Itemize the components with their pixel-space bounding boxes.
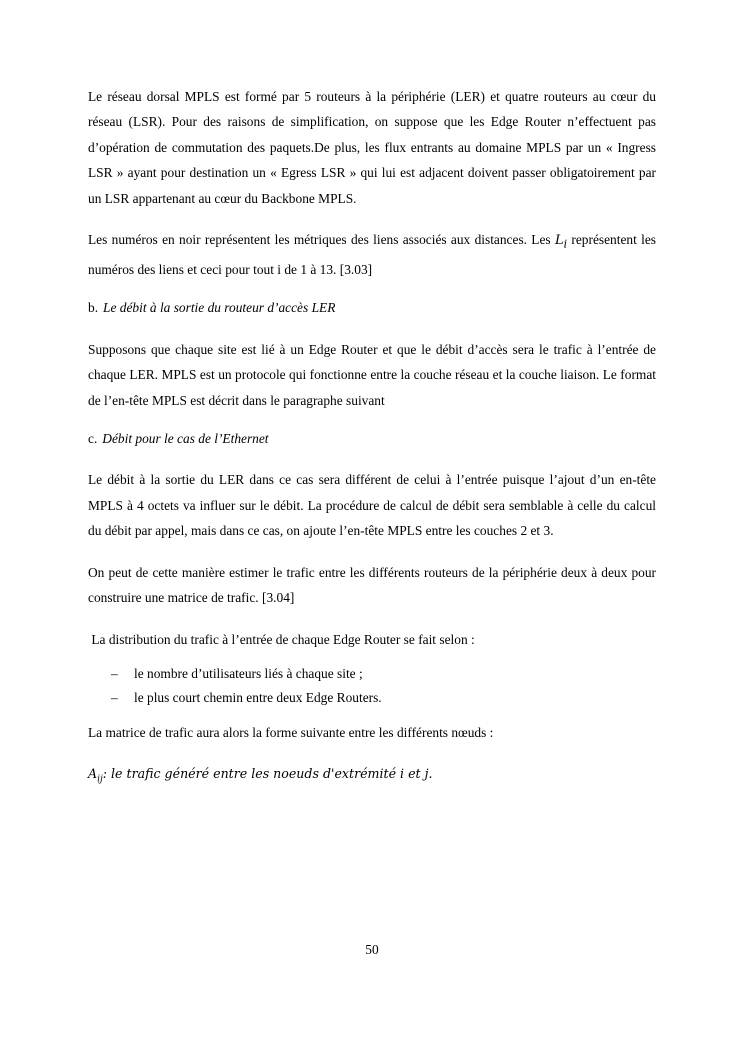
formula-text: : le trafic généré entre les noeuds d'extrémité i et j. xyxy=(102,766,433,782)
list-item-text: le plus court chemin entre deux Edge Routers. xyxy=(134,689,382,705)
paragraph-link-metrics-start: Les numéros en noir représentent les métriques des liens associés aux distances. Les xyxy=(88,232,555,248)
paragraph-link-metrics-end: représentent les numéros des liens et ceci pour tout i de 1 à 13. [3.03] xyxy=(88,232,657,278)
paragraph-link-metrics xyxy=(88,227,656,282)
list-item xyxy=(111,662,656,686)
document-body xyxy=(88,84,656,793)
list-item xyxy=(111,686,656,710)
section-heading-b-label: b. xyxy=(88,300,99,316)
section-heading-b xyxy=(88,295,656,320)
section-heading-c-label: c. xyxy=(88,431,98,447)
section-heading-c-title: Débit pour le cas de l’Ethernet xyxy=(102,431,269,447)
paragraph-ethernet-rate: Le débit à la sortie du LER dans ce cas sera différent de celui à l’entrée puisque l’ajout d’un en-tête MPLS à 4 octets va influer sur le débit. La procédure de calcul de débit sera semblable à celle du calcul du débit par appel, mais dans ce cas, on ajoute l’en-tête MPLS entre les couches 2 et 3. xyxy=(88,472,656,539)
math-link-subscript: i xyxy=(563,237,568,251)
list-item-text: le nombre d’utilisateurs liés à chaque site ; xyxy=(134,665,363,681)
paragraph-matrix-form: La matrice de trafic aura alors la forme suivante entre les différents nœuds : xyxy=(88,724,494,740)
page-number: 50 xyxy=(365,942,379,957)
math-link-letter: L xyxy=(554,233,564,249)
list-bullet: – xyxy=(111,689,118,705)
list-bullet: – xyxy=(111,665,118,681)
formula-subscript: ij xyxy=(97,774,103,785)
criteria-list xyxy=(88,662,656,710)
paragraph-traffic-matrix: On peut de cette manière estimer le trafic entre les différents routeurs de la périphérie deux à deux pour construire une matrice de trafic. [3.04] xyxy=(88,564,656,606)
paragraph-access-rate: Supposons que chaque site est lié à un Edge Router et que le débit d’accès sera le trafic à l’entrée de chaque LER. MPLS est un protocole qui fonctionne entre la couche réseau et la couche liaison. Le format de l’en-tête MPLS est décrit dans le paragraphe suivant xyxy=(88,341,656,408)
section-heading-b-title: Le débit à la sortie du routeur d’accès LER xyxy=(103,300,336,316)
math-link-symbol xyxy=(554,233,568,251)
formula-symbol: A xyxy=(88,766,98,782)
section-heading-c xyxy=(88,426,656,451)
paragraph-mpls-backbone: Le réseau dorsal MPLS est formé par 5 routeurs à la périphérie (LER) et quatre routeurs au cœur du réseau (LSR). Pour des raisons de simplification, on suppose que les Edge Router n’effectuent pas d’opération de commutation des paquets.De plus, les flux entrants au domaine MPLS par un « Ingress LSR » ayant pour destination un « Egress LSR » qui lui est adjacent doivent passer obligatoirement par un LSR appartenant au cœur du Backbone MPLS. xyxy=(88,89,656,206)
paragraph-traffic-distribution: La distribution du trafic à l’entrée de chaque Edge Router se fait selon : xyxy=(88,631,475,647)
formula-aij xyxy=(88,761,656,793)
